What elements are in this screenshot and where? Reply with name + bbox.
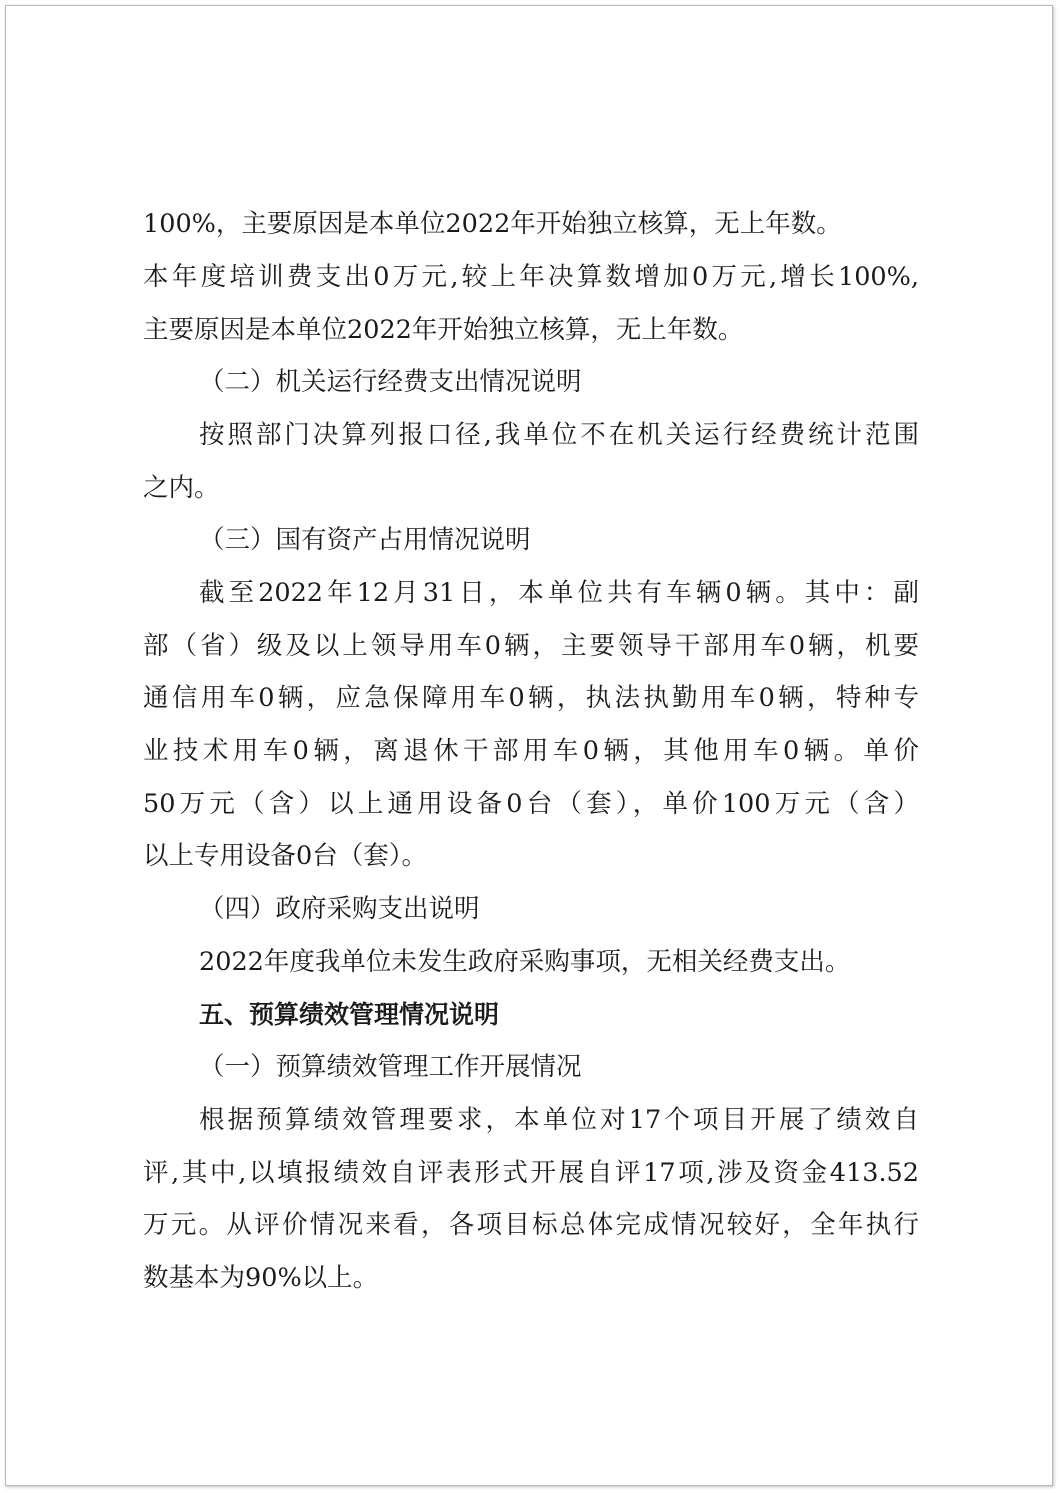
text-line-1: 100%，主要原因是本单位2022年开始独立核算，无上年数。 [143, 209, 842, 239]
text-line-12: 50万元（含）以上通用设备0台（套），单价100万元（含） [143, 789, 919, 819]
text-line-10: 通信用车0辆，应急保障用车0辆，执法执勤用车0辆，特种专 [143, 683, 919, 713]
text-line-20: 万元。从评价情况来看，各项目标总体完成情况较好，全年执行 [143, 1210, 919, 1240]
text-line-3: 主要原因是本单位2022年开始独立核算，无上年数。 [143, 315, 744, 345]
text-line-21: 数基本为90%以上。 [143, 1263, 379, 1293]
text-line-13: 以上专用设备0台（套）。 [143, 841, 427, 871]
text-line-15: 2022年度我单位未发生政府采购事项，无相关经费支出。 [199, 947, 851, 977]
text-line-9: 部（省）级及以上领导用车0辆，主要领导干部用车0辆，机要 [143, 631, 919, 661]
text-line-2: 本年度培训费支出0万元,较上年决算数增加0万元,增长100%, [143, 262, 919, 292]
text-line-19: 评,其中,以填报绩效自评表形式开展自评17项,涉及资金413.52 [143, 1158, 919, 1188]
section-heading-3: （三）国有资产占用情况说明 [199, 525, 531, 555]
text-line-18: 根据预算绩效管理要求，本单位对17个项目开展了绩效自 [199, 1105, 919, 1135]
chapter-heading-5: 五、预算绩效管理情况说明 [199, 1000, 500, 1029]
text-line-8: 截至2022年12月31日，本单位共有车辆0辆。其中：副 [199, 578, 919, 608]
text-line-11: 业技术用车0辆，离退休干部用车0辆，其他用车0辆。单价 [143, 736, 919, 766]
section-heading-5-1: （一）预算绩效管理工作开展情况 [199, 1052, 582, 1082]
text-line-5: 按照部门决算列报口径,我单位不在机关运行经费统计范围 [199, 420, 919, 450]
section-heading-4: （四）政府采购支出说明 [199, 894, 480, 924]
text-line-6: 之内。 [143, 473, 220, 503]
section-heading-2: （二）机关运行经费支出情况说明 [199, 367, 582, 397]
